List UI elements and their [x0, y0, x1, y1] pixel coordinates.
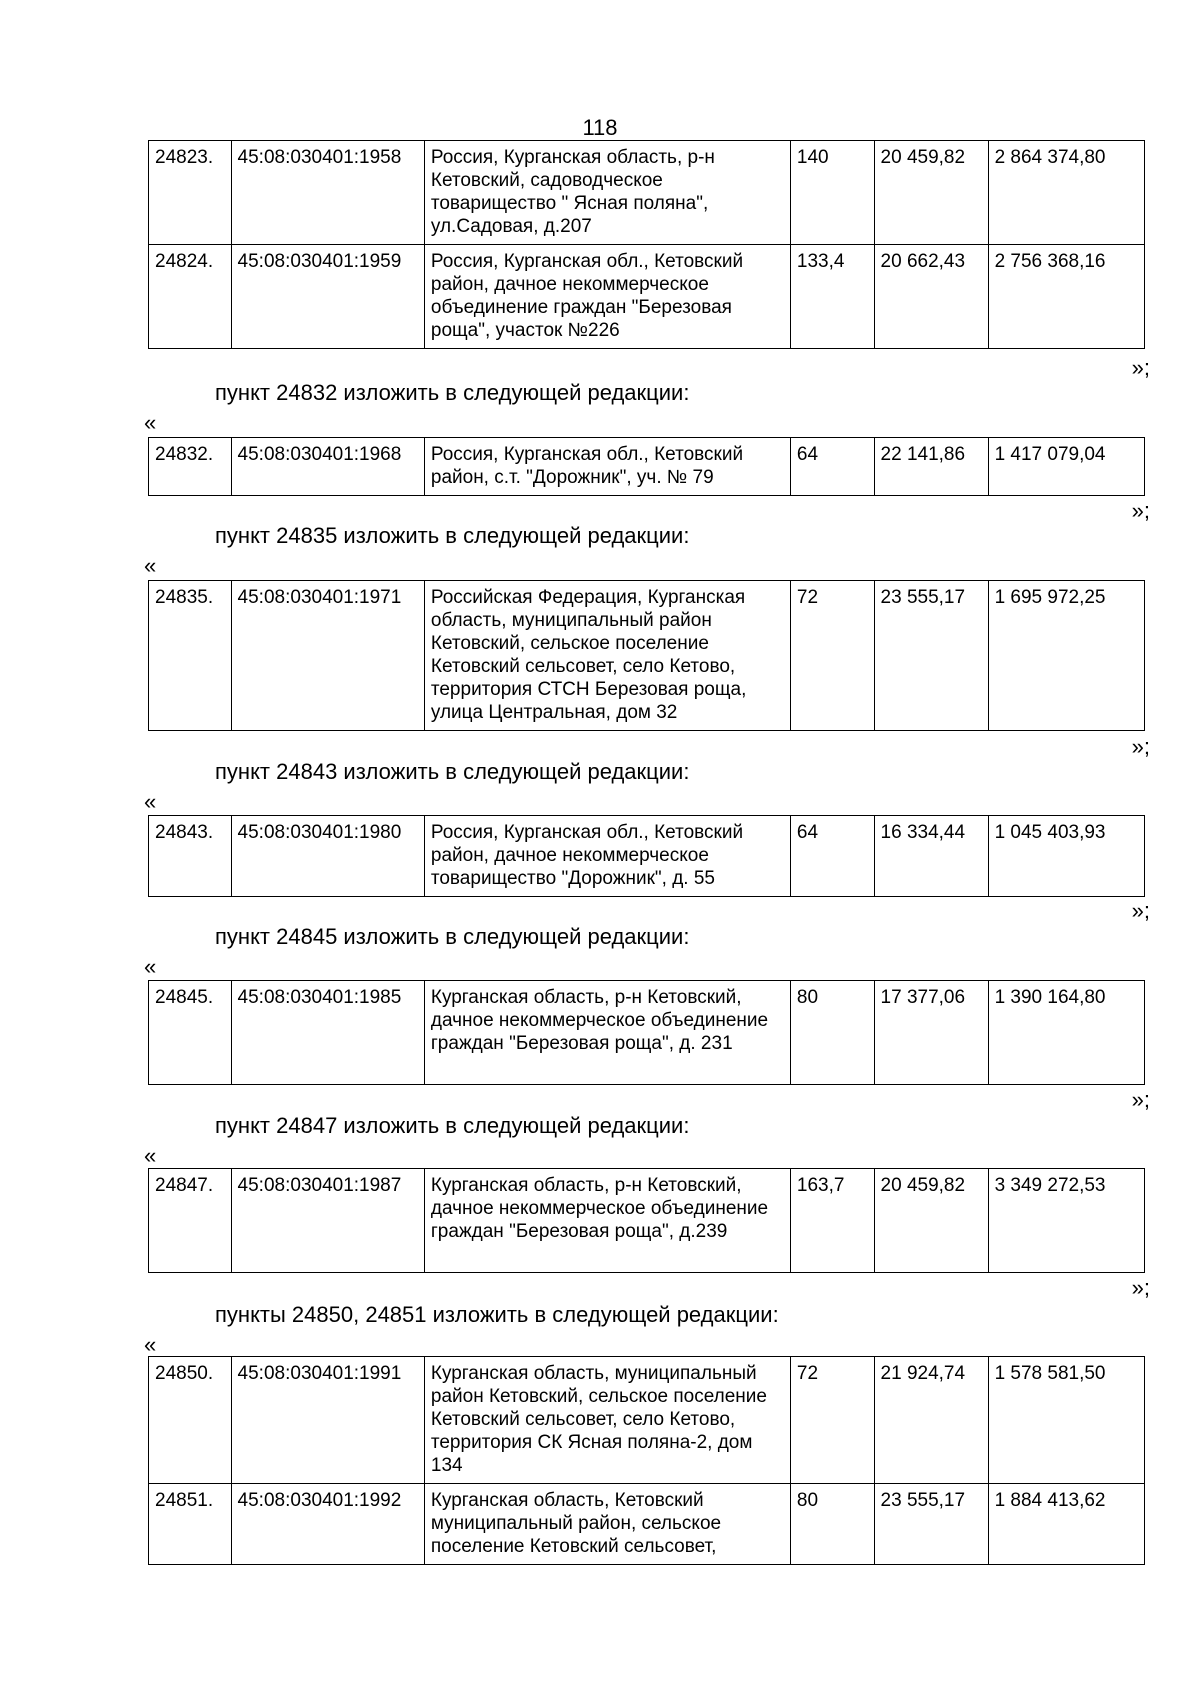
- row-number: 24835.: [149, 581, 232, 731]
- specific-value: 21 924,74: [874, 1357, 988, 1484]
- area: 163,7: [790, 1169, 874, 1273]
- area: 133,4: [790, 245, 874, 349]
- cadastral-number: 45:08:030401:1958: [231, 141, 424, 245]
- table-row: [149, 1484, 1145, 1565]
- opening-quote: «: [144, 1143, 157, 1168]
- opening-quote: «: [144, 553, 157, 578]
- registry-table: [148, 140, 1145, 349]
- address: Россия, Курганская область, р-н Кетовский, садоводческое товарищество " Ясная поляна", ул.Садовая, д.207: [424, 141, 790, 245]
- cadastral-number: 45:08:030401:1991: [231, 1357, 424, 1484]
- cadastral-number: 45:08:030401:1992: [231, 1484, 424, 1565]
- row-number: 24847.: [149, 1169, 232, 1273]
- area: 80: [790, 1484, 874, 1565]
- registry-table: [148, 1168, 1145, 1273]
- cadastral-value: 3 349 272,53: [988, 1169, 1144, 1273]
- cadastral-value: 1 695 972,25: [988, 581, 1144, 731]
- closing-quote: »;: [1131, 1087, 1150, 1112]
- amendment-heading: пункт 24845 изложить в следующей редакции:: [215, 924, 690, 949]
- opening-quote: «: [144, 410, 157, 435]
- cadastral-value: 2 864 374,80: [988, 141, 1144, 245]
- address: Россия, Курганская обл., Кетовский район, дачное некоммерческое товарищество "Дорожник", д. 55: [424, 816, 790, 897]
- closing-quote: »;: [1131, 355, 1150, 380]
- table-row: [149, 581, 1145, 731]
- specific-value: 16 334,44: [874, 816, 988, 897]
- specific-value: 17 377,06: [874, 981, 988, 1085]
- table-row: [149, 816, 1145, 897]
- cadastral-value: 1 884 413,62: [988, 1484, 1144, 1565]
- row-number: 24832.: [149, 438, 232, 496]
- registry-table: [148, 437, 1145, 496]
- closing-quote: »;: [1131, 898, 1150, 923]
- registry-table: [148, 1356, 1145, 1565]
- amendment-heading: пункт 24847 изложить в следующей редакции:: [215, 1113, 690, 1138]
- address: Курганская область, муниципальный район Кетовский, сельское поселение Кетовский сельсовет, село Кетово, территория СК Ясная поляна-2, дом 134: [424, 1357, 790, 1484]
- row-number: 24845.: [149, 981, 232, 1085]
- specific-value: 22 141,86: [874, 438, 988, 496]
- specific-value: 20 662,43: [874, 245, 988, 349]
- row-number: 24851.: [149, 1484, 232, 1565]
- registry-table: [148, 980, 1145, 1085]
- address: Россия, Курганская обл., Кетовский район, с.т. "Дорожник", уч. № 79: [424, 438, 790, 496]
- area: 72: [790, 1357, 874, 1484]
- page-number: 118: [582, 115, 618, 140]
- registry-table: [148, 815, 1145, 897]
- cadastral-value: 1 390 164,80: [988, 981, 1144, 1085]
- closing-quote: »;: [1131, 734, 1150, 759]
- area: 140: [790, 141, 874, 245]
- opening-quote: «: [144, 789, 157, 814]
- table-row: [149, 981, 1145, 1085]
- cadastral-number: 45:08:030401:1980: [231, 816, 424, 897]
- cadastral-value: 1 578 581,50: [988, 1357, 1144, 1484]
- amendment-heading: пункты 24850, 24851 изложить в следующей редакции:: [215, 1302, 779, 1327]
- closing-quote: »;: [1131, 498, 1150, 523]
- cadastral-number: 45:08:030401:1959: [231, 245, 424, 349]
- table-row: [149, 141, 1145, 245]
- area: 64: [790, 438, 874, 496]
- table-row: [149, 1357, 1145, 1484]
- amendment-heading: пункт 24832 изложить в следующей редакции:: [215, 380, 690, 405]
- specific-value: 23 555,17: [874, 1484, 988, 1565]
- registry-table: [148, 580, 1145, 731]
- table-row: [149, 1169, 1145, 1273]
- cadastral-value: 1 045 403,93: [988, 816, 1144, 897]
- cadastral-number: 45:08:030401:1971: [231, 581, 424, 731]
- row-number: 24843.: [149, 816, 232, 897]
- row-number: 24850.: [149, 1357, 232, 1484]
- address: Россия, Курганская обл., Кетовский район, дачное некоммерческое объединение граждан "Березовая роща", участок №226: [424, 245, 790, 349]
- row-number: 24823.: [149, 141, 232, 245]
- specific-value: 20 459,82: [874, 1169, 988, 1273]
- area: 72: [790, 581, 874, 731]
- cadastral-number: 45:08:030401:1987: [231, 1169, 424, 1273]
- amendment-heading: пункт 24835 изложить в следующей редакции:: [215, 523, 690, 548]
- area: 64: [790, 816, 874, 897]
- specific-value: 20 459,82: [874, 141, 988, 245]
- cadastral-value: 2 756 368,16: [988, 245, 1144, 349]
- cadastral-number: 45:08:030401:1968: [231, 438, 424, 496]
- cadastral-number: 45:08:030401:1985: [231, 981, 424, 1085]
- address: Курганская область, Кетовский муниципальный район, сельское поселение Кетовский сельсовет,: [424, 1484, 790, 1565]
- specific-value: 23 555,17: [874, 581, 988, 731]
- area: 80: [790, 981, 874, 1085]
- closing-quote: »;: [1131, 1275, 1150, 1300]
- address: Российская Федерация, Курганская область, муниципальный район Кетовский, сельское поселение Кетовский сельсовет, село Кетово, территория СТСН Березовая роща, улица Центральная, дом 32: [424, 581, 790, 731]
- row-number: 24824.: [149, 245, 232, 349]
- address: Курганская область, р-н Кетовский, дачное некоммерческое объединение граждан "Березовая роща", д.239: [424, 1169, 790, 1273]
- cadastral-value: 1 417 079,04: [988, 438, 1144, 496]
- opening-quote: «: [144, 1332, 157, 1357]
- table-row: [149, 245, 1145, 349]
- opening-quote: «: [144, 954, 157, 979]
- amendment-heading: пункт 24843 изложить в следующей редакции:: [215, 759, 690, 784]
- address: Курганская область, р-н Кетовский, дачное некоммерческое объединение граждан "Березовая роща", д. 231: [424, 981, 790, 1085]
- table-row: [149, 438, 1145, 496]
